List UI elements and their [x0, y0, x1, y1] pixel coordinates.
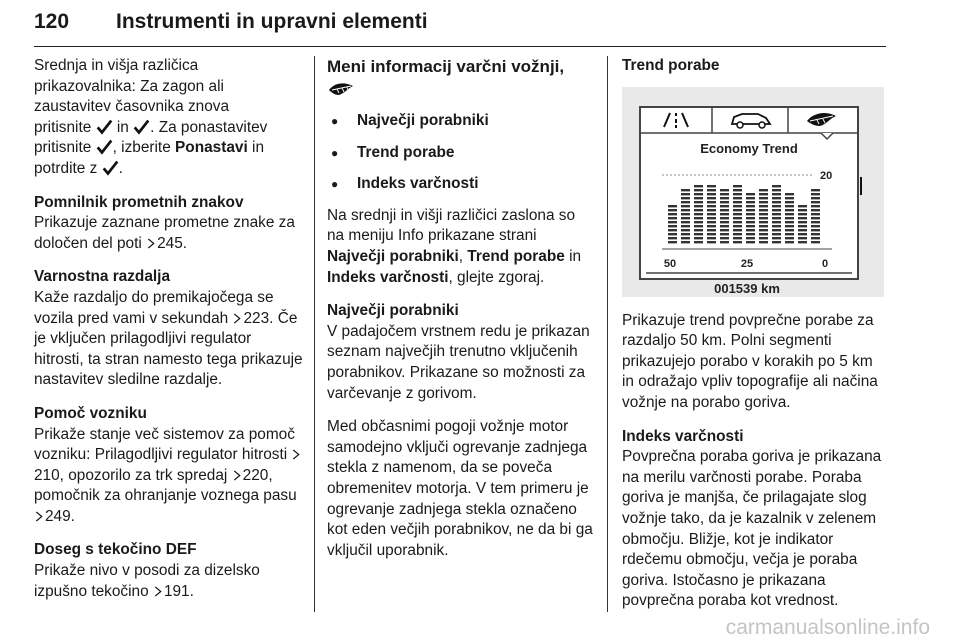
text: Na srednji in višji različici zaslona so na meniju Info prikazane strani: [327, 206, 576, 245]
page-ref-arrow-icon: [147, 238, 155, 249]
section-heading: Največji porabniki: [327, 302, 459, 320]
page-ref-arrow-icon: [35, 511, 43, 522]
column-right: [622, 56, 888, 625]
list-item: ● Trend porabe: [327, 143, 593, 164]
scale-label: 20: [820, 169, 833, 182]
text: Srednja in višja različica: [34, 57, 199, 74]
trend-bar: [694, 185, 703, 243]
menu-term: Največji porabniki: [327, 247, 459, 265]
text: . Za ponastavitev: [150, 118, 268, 136]
text: in: [252, 139, 265, 157]
axis-label: 0: [821, 257, 829, 270]
section-driver-assist: [34, 404, 304, 528]
page-ref-arrow-icon: [233, 313, 241, 324]
checkmark-icon: [102, 159, 119, 176]
text: Kaže razdaljo do premikajočega se vozila pred vami v sekundah: [34, 288, 274, 327]
paragraph: [327, 417, 593, 561]
section-title: [327, 56, 593, 100]
menu-term: Ponastavi: [175, 139, 248, 157]
text: pritisnite: [34, 139, 92, 157]
page-ref-arrow-icon: [292, 449, 300, 460]
axis-label: 50: [663, 257, 677, 270]
text: Med občasnimi pogoji vožnje motor samodejno vključi ogrevanje zadnjega stekla z namenom, da se poveča obremenitev motorja. V tem primeru je ogrevanje zadnjega stekla označeno kot eden večjih porabnikov, ne da bi ga vključil uporabnik.: [327, 418, 593, 559]
screen-heading: Economy Trend: [700, 140, 798, 156]
text: , glejte zgoraj.: [448, 268, 545, 286]
column-middle: [327, 56, 593, 574]
section-heading: Varnostna razdalja: [34, 268, 171, 286]
text: potrdite z: [34, 159, 98, 177]
text: in: [116, 118, 129, 136]
text: Prikazuje zaznane prometne znake za določen del poti: [34, 214, 295, 252]
column-divider: [314, 56, 315, 612]
chapter-title: Instrumenti in upravni elementi: [116, 10, 428, 33]
text: Povprečna poraba goriva je prikazana na merilu varčnosti porabe. Poraba goriva je manjša, če prilagajate slog vožnje tako, da je kazalnik v zelenem območju. Bližje, kot je indikator rdečemu območju, večja je poraba goriva. Istočasno je prikazana povprečna poraba kot vrednost.: [622, 448, 882, 610]
section-traffic-sign-memory: [34, 193, 304, 255]
paragraph: [622, 311, 888, 414]
section-title-text: Meni informacij varčni vožnji,: [327, 57, 565, 76]
checkmark-icon: [133, 118, 150, 135]
section-heading: Pomnilnik prometnih znakov: [34, 193, 244, 211]
page-number: 120: [34, 10, 70, 33]
display-illustration: [622, 87, 884, 297]
section-def-range: [34, 540, 304, 602]
trend-bar: [733, 185, 742, 243]
text: ,: [458, 247, 464, 265]
section-heading: Indeks varčnosti: [622, 427, 744, 445]
page-reference[interactable]: 245.: [157, 234, 188, 252]
text: prikazovalnika: Za zagon ali: [34, 77, 224, 95]
text: Če je vključen prilagodljivi regulator hitrosti, ta stran namesto tega prikazuje nastavitev sledilne razdalje.: [34, 309, 303, 389]
intro-paragraph: [34, 56, 304, 180]
page-ref-arrow-icon: [233, 470, 241, 481]
section-heading: Trend porabe: [622, 57, 720, 74]
list-item: ● Največji porabniki: [327, 111, 593, 132]
section-heading: Doseg s tekočino DEF: [34, 541, 197, 559]
checkmark-icon: [96, 118, 113, 135]
text: zaustavitev časovnika znova: [34, 98, 230, 116]
section-safety-distance: [34, 267, 304, 391]
scroll-indicator: [860, 177, 862, 195]
text: Prikaže nivo v posodi za dizelsko izpušno tekočino: [34, 562, 260, 600]
list-item: ● Indeks varčnosti: [327, 174, 593, 195]
text: pritisnite: [34, 118, 92, 136]
text: .: [118, 159, 123, 177]
economy-trend-screen: [622, 87, 884, 297]
text: in: [569, 247, 582, 265]
odometer-readout: 001539 km: [714, 280, 780, 296]
watermark: carmanualsonline.info: [725, 616, 930, 639]
section-top-consumers: [327, 301, 593, 404]
page-reference[interactable]: 249.: [45, 507, 75, 525]
checkmark-icon: [96, 138, 113, 155]
page-reference[interactable]: 191.: [163, 582, 194, 600]
section-heading: Pomoč vozniku: [34, 404, 147, 422]
trend-bar: [707, 185, 716, 243]
bullet-list: [327, 111, 593, 195]
menu-term: Indeks varčnosti: [327, 268, 449, 286]
section-economy-index: [622, 427, 888, 612]
column-divider: [607, 56, 608, 612]
paragraph: [327, 206, 593, 288]
column-left: [34, 56, 304, 615]
page-reference[interactable]: 223.: [243, 309, 274, 327]
text: , izberite: [112, 139, 171, 157]
text: Prikazuje trend povprečne porabe za razdaljo 50 km. Polni segmenti prikazujejo porabo v korakih po 5 km in odražajo vpliv topografije ali načina vožnje na porabo goriva.: [622, 311, 878, 411]
axis-label: 25: [740, 257, 754, 270]
text: Prikaže stanje več sistemov za pomoč vozniku: Prilagodljivi regulator hitrosti: [34, 425, 295, 464]
page-reference[interactable]: 210, opozorilo za trk spredaj: [34, 466, 228, 484]
eco-leaf-icon: [327, 81, 355, 97]
text: V padajočem vrstnem redu je prikazan seznam največjih trenutno vključenih porabnikov. Prikazane so možnosti za varčevanje z gorivom.: [327, 322, 590, 402]
trend-bar: [772, 185, 781, 243]
page-reference[interactable]: 220, pomočnik za ohranjanje voznega pasu: [34, 466, 297, 505]
menu-term: Trend porabe: [467, 247, 565, 265]
page-ref-arrow-icon: [154, 586, 162, 597]
page-header: [34, 10, 886, 47]
